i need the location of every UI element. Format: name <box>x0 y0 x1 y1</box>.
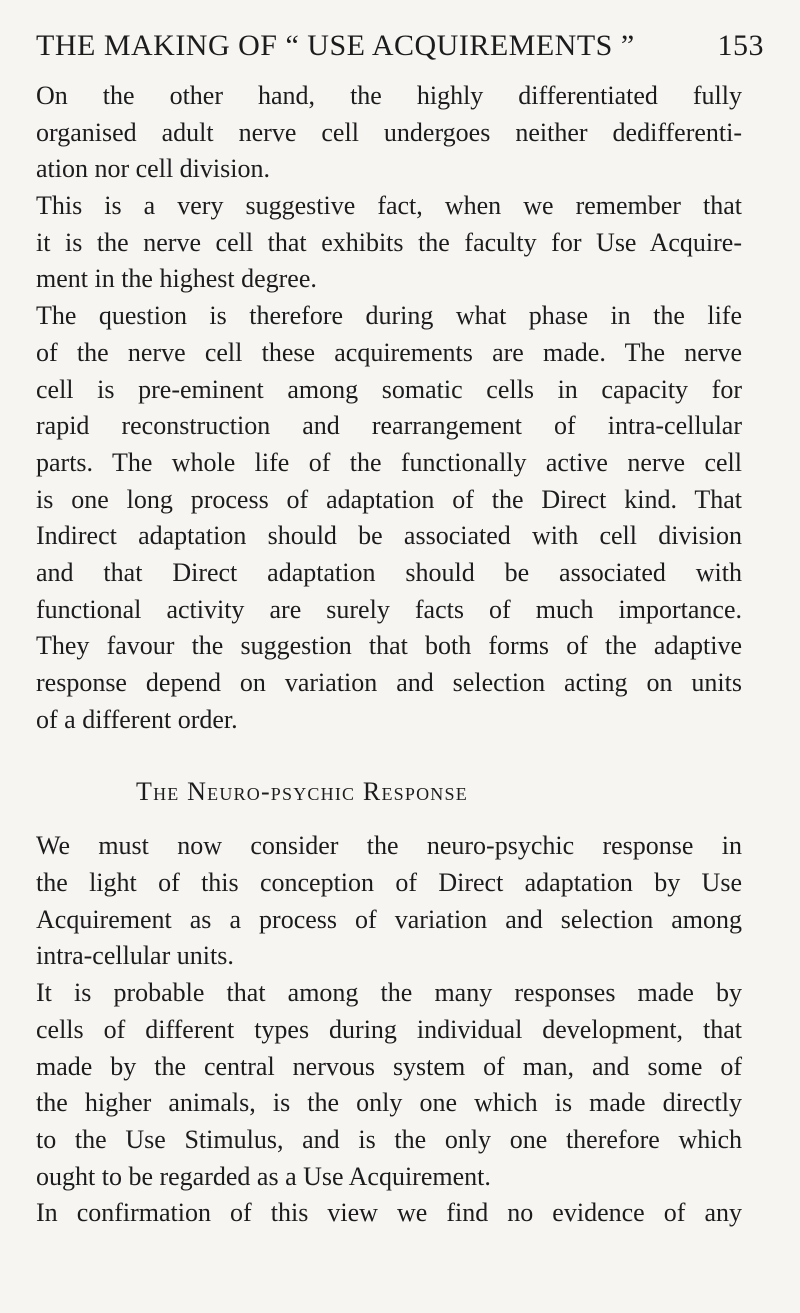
running-title: THE MAKING OF “ USE ACQUIREMENTS ” <box>36 29 635 62</box>
text-line: The question is therefore during what phase in the life <box>36 301 742 331</box>
text-line: parts. The whole life of the functionally active nerve cell <box>36 447 742 477</box>
paragraph-group-2 <box>36 828 742 1232</box>
text-line: Acquirement as a process of variation and selection among <box>36 904 742 934</box>
text-line: and that Direct adaptation should be associated with <box>36 557 742 587</box>
text-line: ment in the highest degree. <box>36 264 317 294</box>
text-line: ought to be regarded as a Use Acquirement. <box>36 1161 491 1191</box>
text-line: to the Use Stimulus, and is the only one therefore which <box>36 1124 742 1154</box>
text-line: rapid reconstruction and rearrangement of intra-cellular <box>36 411 742 441</box>
text-line: We must now consider the neuro-psychic response in <box>36 831 742 861</box>
page-number: 153 <box>717 29 764 62</box>
text-line: They favour the suggestion that both forms of the adaptive <box>36 631 742 661</box>
text-line: of the nerve cell these acquirements are made. The nerve <box>36 337 742 367</box>
text-line: the light of this conception of Direct adaptation by Use <box>36 868 742 898</box>
text-line: ation nor cell division. <box>36 154 270 184</box>
text-line: This is a very suggestive fact, when we remember that <box>36 191 742 221</box>
text-line: On the other hand, the highly differentiated fully <box>36 81 742 110</box>
text-line: response depend on variation and selection acting on units <box>36 668 742 697</box>
body-text <box>36 78 742 1232</box>
text-line: Indirect adaptation should be associated with cell division <box>36 521 742 551</box>
text-line: cells of different types during individual development, that <box>36 1014 742 1044</box>
text-line: it is the nerve cell that exhibits the faculty for Use Acquire- <box>36 227 742 257</box>
text-line: the higher animals, is the only one which is made directly <box>36 1088 742 1118</box>
text-line: made by the central nervous system of man, and some of <box>36 1051 742 1081</box>
text-line: cell is pre-eminent among somatic cells in capacity for <box>36 374 742 404</box>
text-line: In confirmation of this view we find no evidence of any <box>36 1198 742 1228</box>
text-line: organised adult nerve cell undergoes neither dedifferenti- <box>36 117 742 147</box>
section-heading: The Neuro-psychic Response <box>136 777 468 807</box>
paragraph-group-1 <box>36 78 742 738</box>
text-line: intra-cellular units. <box>36 941 234 971</box>
text-line: functional activity are surely facts of much importance. <box>36 594 742 624</box>
text-line: It is probable that among the many responses made by <box>36 978 742 1008</box>
text-line: is one long process of adaptation of the Direct kind. That <box>36 484 742 514</box>
text-line: of a different order. <box>36 704 238 734</box>
running-header <box>36 26 764 66</box>
